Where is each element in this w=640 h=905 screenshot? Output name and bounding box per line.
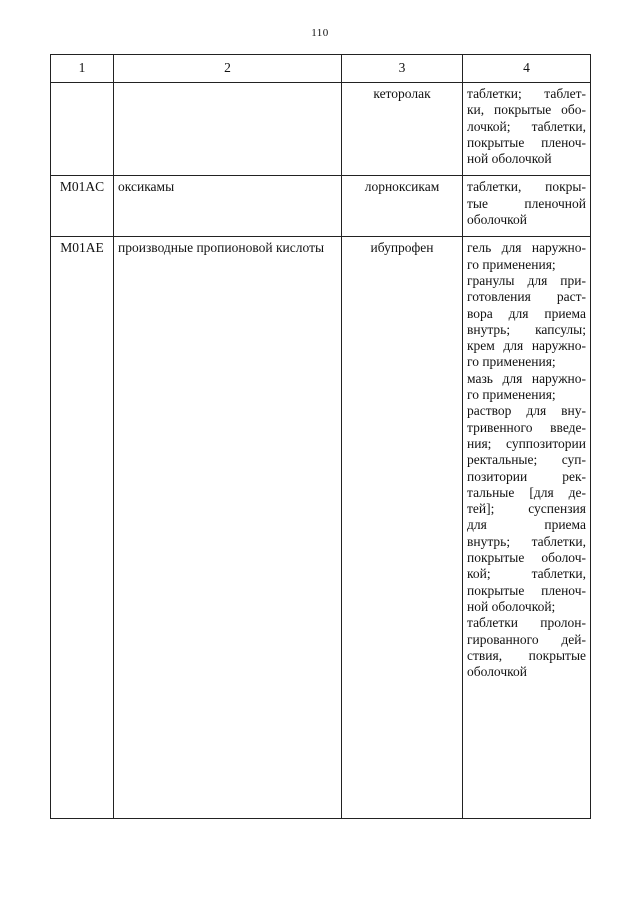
atc-code-cell: M01AE <box>51 237 114 819</box>
group-name-cell <box>114 83 342 176</box>
dosage-form-line: ки, покрытые обо- <box>467 102 586 118</box>
dosage-form-line: позитории рек- <box>467 468 586 484</box>
table-row <box>51 83 591 176</box>
dosage-form-line: готовления раст- <box>467 289 586 305</box>
group-name-cell: оксикамы <box>114 176 342 237</box>
dosage-form-line: тальные [для де- <box>467 484 586 500</box>
dosage-form-line: лочкой; таблетки, <box>467 118 586 134</box>
dosage-form-line: таблетки; таблет- <box>467 86 586 101</box>
table-row <box>51 237 591 819</box>
dosage-form-line: покрытые оболоч- <box>467 550 586 566</box>
dosage-form-line: кой; таблетки, <box>467 566 586 582</box>
column-header-3: 3 <box>342 55 463 83</box>
column-header-1: 1 <box>51 55 114 83</box>
dosage-form-line: оболочкой <box>467 664 527 680</box>
dosage-form-line: оболочкой <box>467 212 527 228</box>
dosage-form-line: ной оболочкой <box>467 151 552 167</box>
dosage-form-line: таблетки пролон- <box>467 615 586 631</box>
dosage-form-line: покрытые пленоч- <box>467 134 586 150</box>
atc-code-cell <box>51 83 114 176</box>
dosage-form-line: тривенного введе- <box>467 419 586 435</box>
dosage-form-line: внутрь; капсулы; <box>467 321 586 337</box>
dosage-form-line: го применения; <box>467 256 556 272</box>
page-number: 110 <box>311 27 329 39</box>
dosage-form-line: гель для наружно- <box>467 240 586 256</box>
dosage-forms-cell <box>463 83 591 176</box>
column-header-2: 2 <box>114 55 342 83</box>
dosage-form-line: вора для приема <box>467 305 586 321</box>
drug-name-cell: кеторолак <box>342 83 463 176</box>
table-header-row <box>51 55 591 83</box>
dosage-form-line: таблетки, покры- <box>467 179 586 195</box>
dosage-form-line: го применения; <box>467 387 556 403</box>
dosage-form-line: гранулы для при- <box>467 272 586 288</box>
dosage-form-line: покрытые пленоч- <box>467 582 586 598</box>
dosage-form-line: тей]; суспензия <box>467 501 586 517</box>
dosage-form-line: ствия, покрытые <box>467 647 586 663</box>
dosage-form-line: го применения; <box>467 354 556 370</box>
dosage-form-line: гированного дей- <box>467 631 586 647</box>
medication-table <box>50 54 591 819</box>
dosage-form-line: тые пленочной <box>467 195 586 211</box>
dosage-form-line: ния; суппозитории <box>467 435 586 451</box>
dosage-form-line: ной оболочкой; <box>467 598 556 614</box>
dosage-form-line: мазь для наружно- <box>467 370 586 386</box>
dosage-form-line: внутрь; таблетки, <box>467 533 586 549</box>
atc-code-cell: M01AC <box>51 176 114 237</box>
table-row <box>51 176 591 237</box>
dosage-form-line: ректальные; суп- <box>467 452 586 468</box>
dosage-form-line: для приема <box>467 517 586 533</box>
group-name-cell: производные пропионовой кислоты <box>114 237 342 819</box>
dosage-forms-cell <box>463 237 591 819</box>
drug-name-cell: лорноксикам <box>342 176 463 237</box>
dosage-form-line: крем для наружно- <box>467 338 586 354</box>
dosage-forms-cell <box>463 176 591 237</box>
column-header-4: 4 <box>463 55 591 83</box>
drug-name-cell: ибупрофен <box>342 237 463 819</box>
dosage-form-line: раствор для вну- <box>467 403 586 419</box>
